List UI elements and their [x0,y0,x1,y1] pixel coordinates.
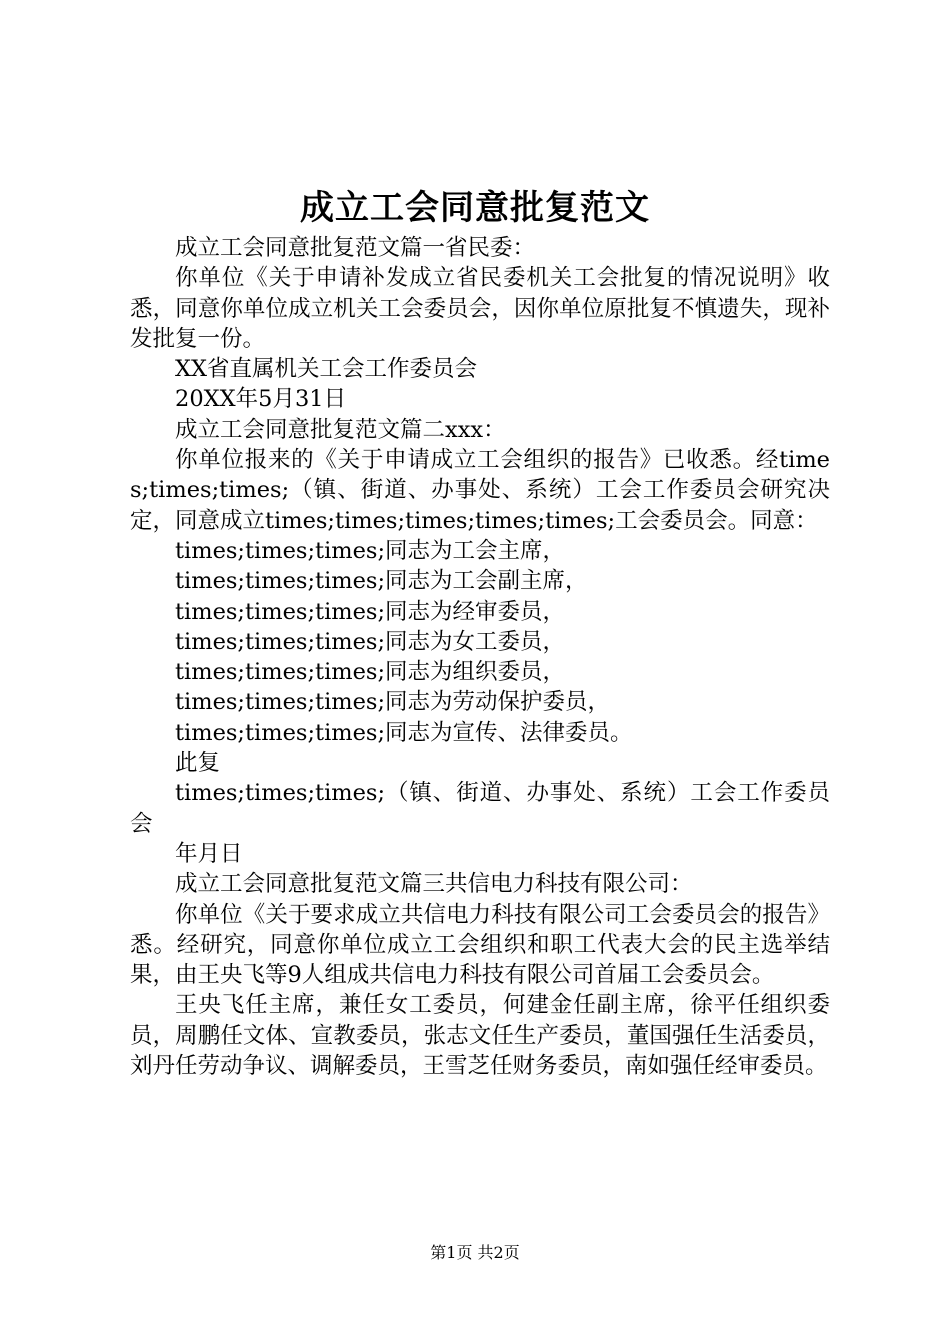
paragraph: times;times;times;同志为宣传、法律委员。 [175,719,633,746]
paragraph: times;times;times;同志为劳动保护委员， [175,689,611,716]
paragraph: 王央飞任主席，兼任女工委员，何建金任副主席，徐平任组织委员，周鹏任文体、宣教委员，张志文任生产委员，董国强任生活委员，刘丹任劳动争议、调解委员，王雪芝任财务委员，南如强任经审委员。 [130,992,830,1080]
paragraph: 成立工会同意批复范文篇一省民委： [175,235,536,261]
paragraph: times;times;times;同志为工会主席， [175,537,566,564]
paragraph: times;times;times;同志为女工委员， [175,628,566,655]
paragraph: times;times;times;（镇、街道、办事处、系统）工会工作委员会 [130,780,830,837]
paragraph: 年月日 [175,840,243,867]
paragraph: 成立工会同意批复范文篇三共信电力科技有限公司： [175,871,693,898]
paragraph: 成立工会同意批复范文篇二xxx： [175,416,506,443]
paragraph: times;times;times;同志为工会副主席， [175,568,588,595]
paragraph: 20XX年5月31日 [175,386,347,413]
paragraph: times;times;times;同志为经审委员， [175,598,566,625]
paragraph: 你单位《关于申请补发成立省民委机关工会批复的情况说明》收悉，同意你单位成立机关工会委员会，因你单位原批复不慎遗失，现补发批复一份。 [130,265,830,352]
paragraph: 你单位《关于要求成立共信电力科技有限公司工会委员会的报告》悉。经研究，同意你单位成立工会组织和职工代表大会的民主选举结果，由王央飞等9人组成共信电力科技有限公司首届工会委员会。 [130,901,830,989]
document-body [130,233,830,1081]
paragraph: XX省直属机关工会工作委员会 [175,356,478,383]
paragraph: 你单位报来的《关于申请成立工会组织的报告》已收悉。经times;times;times;（镇、街道、办事处、系统）工会工作委员会研究决定，同意成立times;times;times;times;times;工会委员会。同意： [130,447,830,534]
paragraph: 此复 [175,750,221,777]
document-title: 成立工会同意批复范文 [300,188,650,228]
page-number-footer: 第1页 共2页 [430,1243,520,1262]
paragraph: times;times;times;同志为组织委员， [175,659,566,686]
